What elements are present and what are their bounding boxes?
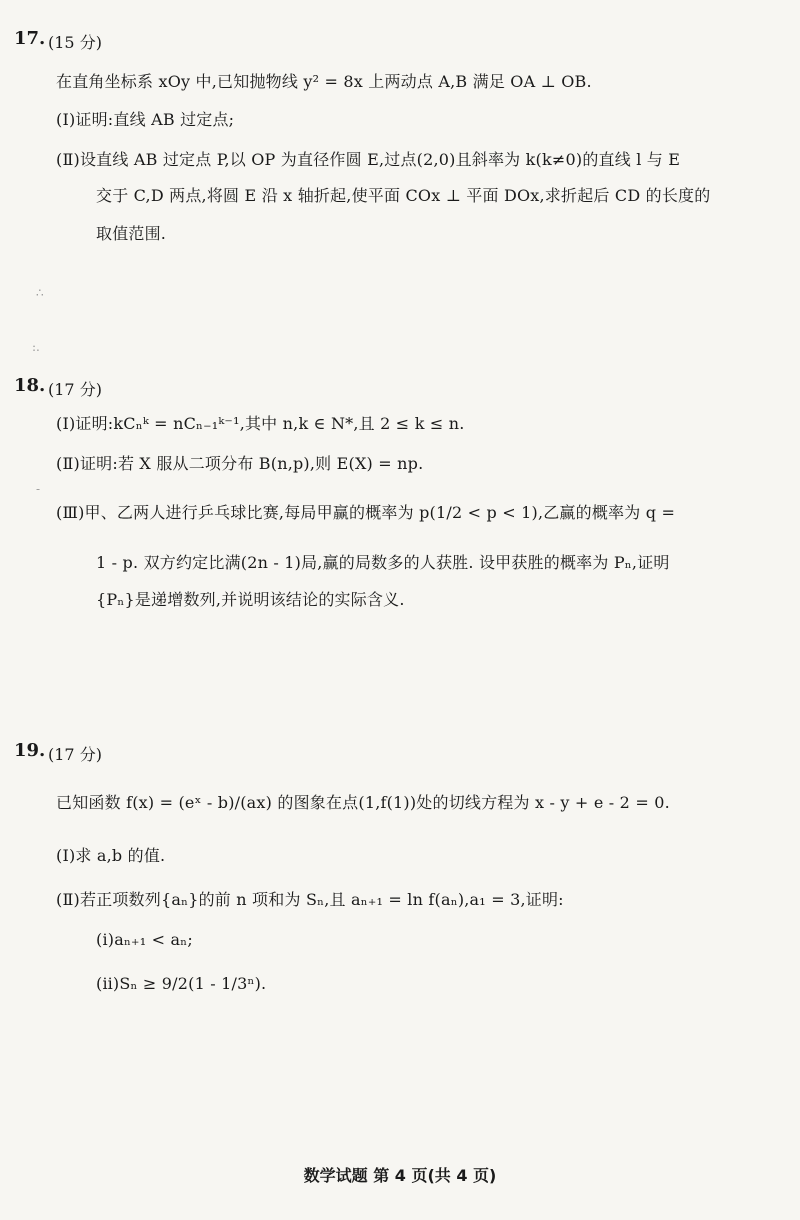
q17-part2-line2: 交于 C,D 两点,将圆 E 沿 x 轴折起,使平面 COx ⊥ 平面 DOx,求折起后 CD 的长度的 (96, 186, 711, 205)
q17-number: 17. (14, 28, 46, 49)
q17-part2-line3: 取值范围. (96, 224, 167, 243)
q19-part1: (Ⅰ)求 a,b 的值. (56, 846, 166, 865)
q19-number: 19. (14, 740, 46, 761)
q17-part1: (Ⅰ)证明:直线 AB 过定点; (56, 110, 235, 129)
q17-points: (15 分) (48, 33, 102, 52)
q19-sub1: (ⅰ)aₙ₊₁ < aₙ; (96, 930, 193, 949)
q19-sub2: (ⅱ)Sₙ ≥ 9/2(1 - 1/3ⁿ). (96, 974, 267, 993)
q18-part3-line3: {Pₙ}是递增数列,并说明该结论的实际含义. (96, 590, 405, 609)
q18-number: 18. (14, 375, 46, 396)
q19-part2: (Ⅱ)若正项数列{aₙ}的前 n 项和为 Sₙ,且 aₙ₊₁ = ln f(aₙ),a₁ = 3,证明: (56, 890, 564, 909)
q19-intro: 已知函数 f(x) = (eˣ - b)/(ax) 的图象在点(1,f(1))处的切线方程为 x - y + e - 2 = 0. (56, 793, 670, 812)
q19-points: (17 分) (48, 745, 102, 764)
scan-speck: :. (32, 340, 40, 354)
q17-intro: 在直角坐标系 xOy 中,已知抛物线 y² = 8x 上两动点 A,B 满足 OA ⊥ OB. (56, 72, 592, 91)
q18-part2: (Ⅱ)证明:若 X 服从二项分布 B(n,p),则 E(X) = np. (56, 454, 424, 473)
q18-part3-line1: (Ⅲ)甲、乙两人进行乒乓球比赛,每局甲赢的概率为 p(1/2 < p < 1),乙赢的概率为 q = (56, 503, 676, 522)
q17-part2-line1: (Ⅱ)设直线 AB 过定点 P,以 OP 为直径作圆 E,过点(2,0)且斜率为 k(k≠0)的直线 l 与 E (56, 150, 681, 169)
q18-part1: (Ⅰ)证明:kCₙᵏ = nCₙ₋₁ᵏ⁻¹,其中 n,k ∈ N*,且 2 ≤ k ≤ n. (56, 414, 465, 433)
q18-points: (17 分) (48, 380, 102, 399)
scan-speck: ∴ (36, 286, 44, 300)
q18-part3-line2: 1 - p. 双方约定比满(2n - 1)局,赢的局数多的人获胜. 设甲获胜的概率为 Pₙ,证明 (96, 553, 670, 572)
page-footer: 数学试题 第 4 页(共 4 页) (303, 1166, 497, 1185)
scan-speck: - (36, 482, 41, 496)
